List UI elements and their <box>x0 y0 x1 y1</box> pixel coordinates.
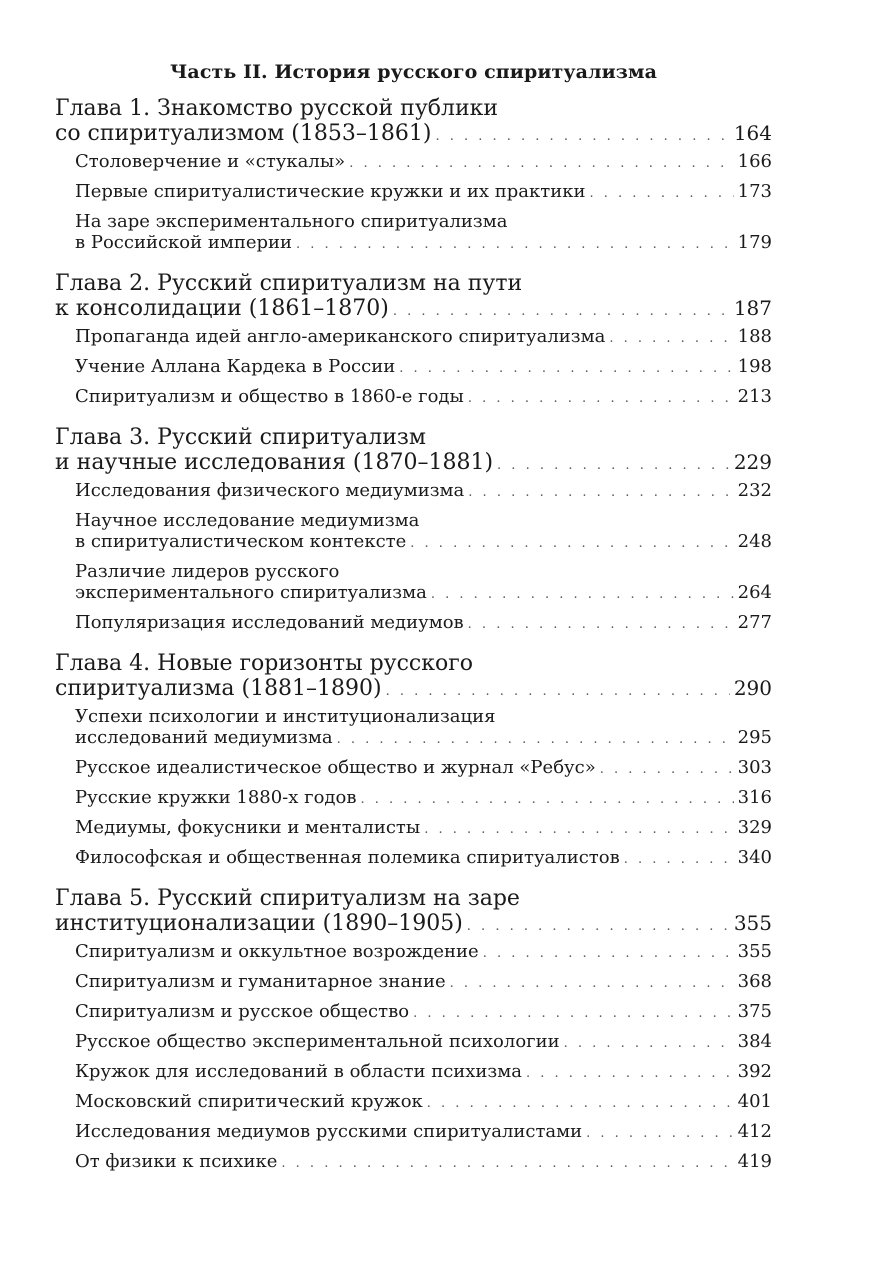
section-page-number: 401 <box>737 1091 772 1112</box>
section-title-row <box>75 971 772 994</box>
section-title-row <box>75 612 772 635</box>
chapter-list <box>55 96 772 1174</box>
chapter-title-line2: и научные исследования (1870–1881) <box>55 450 494 475</box>
section-entry[interactable] <box>55 1151 772 1174</box>
dot-leader <box>609 328 733 349</box>
section-title-line1: Успехи психологии и институционализация <box>75 706 496 727</box>
dot-leader <box>600 759 734 780</box>
chapter-title-row <box>55 296 772 324</box>
dot-leader <box>386 679 730 704</box>
section-entry[interactable] <box>55 1001 772 1024</box>
section-page-number: 412 <box>737 1121 772 1142</box>
chapter-title-line1: Глава 3. Русский спиритуализм <box>55 425 426 450</box>
section-entry[interactable] <box>55 971 772 994</box>
section-page-number: 248 <box>737 531 772 552</box>
dot-leader <box>586 1123 734 1144</box>
section-title-row <box>75 941 772 964</box>
section-title: экспериментального спиритуализма <box>75 582 427 603</box>
section-title-row <box>75 181 772 204</box>
chapter-heading[interactable] <box>55 425 772 478</box>
table-of-contents <box>55 60 772 1190</box>
section-title-row <box>75 151 772 174</box>
section-entry[interactable] <box>55 356 772 379</box>
dot-leader <box>468 614 734 635</box>
section-entry[interactable] <box>55 941 772 964</box>
section-title: Спиритуализм и оккультное возрождение <box>75 941 479 962</box>
chapter-heading[interactable] <box>55 651 772 704</box>
dot-leader <box>296 234 734 255</box>
section-title: Медиумы, фокусники и менталисты <box>75 817 421 838</box>
section-title: От физики к психике <box>75 1151 278 1172</box>
section-title-row <box>75 531 772 554</box>
section-entry[interactable] <box>55 1091 772 1114</box>
section-title-row <box>75 847 772 870</box>
chapter-entry <box>55 425 772 635</box>
dot-leader <box>526 1063 734 1084</box>
chapter-title-line1: Глава 4. Новые горизонты русского <box>55 651 474 676</box>
section-page-number: 316 <box>737 787 772 808</box>
section-page-number: 264 <box>737 582 772 603</box>
chapter-heading[interactable] <box>55 886 772 939</box>
section-entry[interactable] <box>55 1121 772 1144</box>
section-entry[interactable] <box>55 757 772 780</box>
section-title-row <box>75 727 772 750</box>
section-page-number: 329 <box>737 817 772 838</box>
section-title: Учение Аллана Кардека в России <box>75 356 396 377</box>
section-title: Первые спиритуалистические кружки и их практики <box>75 181 586 202</box>
section-page-number: 166 <box>737 151 772 172</box>
chapter-title-line2: со спиритуализмом (1853–1861) <box>55 121 432 146</box>
section-entry[interactable] <box>55 612 772 635</box>
chapter-entry <box>55 96 772 255</box>
chapter-title-line2: институционализации (1890–1905) <box>55 911 463 936</box>
section-title: Философская и общественная полемика спиритуалистов <box>75 847 620 868</box>
dot-leader <box>435 124 729 149</box>
chapter-title-row <box>55 676 772 704</box>
section-entry[interactable] <box>55 787 772 810</box>
chapter-title-line1: Глава 2. Русский спиритуализм на пути <box>55 271 523 296</box>
section-title: Популяризация исследований медиумов <box>75 612 464 633</box>
section-title: в спиритуалистическом контексте <box>75 531 407 552</box>
section-title-row <box>75 1121 772 1144</box>
section-page-number: 384 <box>737 1031 772 1052</box>
section-title-line1: Научное исследование медиумизма <box>75 510 420 531</box>
section-list <box>55 706 772 870</box>
section-title-row <box>75 1061 772 1084</box>
section-title-row <box>75 232 772 255</box>
section-title-row <box>75 480 772 503</box>
dot-leader <box>450 973 734 994</box>
dot-leader <box>468 388 734 409</box>
section-title-row <box>75 326 772 349</box>
dot-leader <box>360 789 733 810</box>
section-title: в Российской империи <box>75 232 293 253</box>
section-title-line1: На заре экспериментального спиритуализма <box>75 211 508 232</box>
section-title: Русское общество экспериментальной психологии <box>75 1031 560 1052</box>
chapter-heading[interactable] <box>55 96 772 149</box>
chapter-page-number: 355 <box>733 911 772 935</box>
chapter-title-line1: Глава 5. Русский спиритуализм на заре <box>55 886 520 911</box>
section-title: Русские кружки 1880-х годов <box>75 787 357 808</box>
section-page-number: 179 <box>737 232 772 253</box>
section-entry[interactable] <box>55 211 772 255</box>
dot-leader <box>427 1093 734 1114</box>
section-title-row <box>75 1091 772 1114</box>
section-page-number: 213 <box>737 386 772 407</box>
section-entry[interactable] <box>55 480 772 503</box>
section-list <box>55 941 772 1174</box>
section-page-number: 303 <box>737 757 772 778</box>
section-title-row <box>75 757 772 780</box>
dot-leader <box>424 819 733 840</box>
dot-leader <box>281 1153 733 1174</box>
section-title: Пропаганда идей англо-американского спиритуализма <box>75 326 606 347</box>
chapter-page-number: 290 <box>733 676 772 700</box>
chapter-title-row <box>55 121 772 149</box>
section-list <box>55 151 772 255</box>
section-page-number: 188 <box>737 326 772 347</box>
dot-leader <box>349 153 733 174</box>
section-entry[interactable] <box>55 386 772 409</box>
section-entry[interactable] <box>55 1061 772 1084</box>
chapter-title-row <box>55 911 772 939</box>
chapter-title-line2: к консолидации (1861–1870) <box>55 296 389 321</box>
dot-leader <box>590 183 734 204</box>
section-title: Спиритуализм и гуманитарное знание <box>75 971 446 992</box>
dot-leader <box>410 533 733 554</box>
chapter-heading[interactable] <box>55 271 772 324</box>
section-entry[interactable] <box>55 151 772 174</box>
section-title-row <box>75 817 772 840</box>
section-entry[interactable] <box>55 706 772 750</box>
chapter-page-number: 164 <box>733 121 772 145</box>
section-entry[interactable] <box>55 847 772 870</box>
section-page-number: 232 <box>737 480 772 501</box>
section-page-number: 368 <box>737 971 772 992</box>
section-title-row <box>75 1031 772 1054</box>
section-title-row <box>75 787 772 810</box>
section-entry[interactable] <box>55 817 772 840</box>
section-title: исследований медиумизма <box>75 727 333 748</box>
section-title-row <box>75 1151 772 1174</box>
section-entry[interactable] <box>55 326 772 349</box>
chapter-entry <box>55 886 772 1174</box>
section-entry[interactable] <box>55 1031 772 1054</box>
dot-leader <box>497 453 730 478</box>
section-title-row <box>75 1001 772 1024</box>
dot-leader <box>564 1033 734 1054</box>
chapter-title-line1: Глава 1. Знакомство русской публики <box>55 96 499 121</box>
section-page-number: 277 <box>737 612 772 633</box>
section-title-line1: Различие лидеров русского <box>75 561 340 582</box>
section-title: Русское идеалистическое общество и журнал «Ребус» <box>75 757 596 778</box>
section-entry[interactable] <box>55 561 772 605</box>
chapter-page-number: 229 <box>733 450 772 474</box>
section-page-number: 392 <box>737 1061 772 1082</box>
chapter-title-row <box>55 450 772 478</box>
dot-leader <box>624 849 734 870</box>
chapter-entry <box>55 271 772 409</box>
chapter-entry <box>55 651 772 870</box>
chapter-page-number: 187 <box>733 296 772 320</box>
dot-leader <box>337 729 734 750</box>
dot-leader <box>399 358 733 379</box>
dot-leader <box>468 482 733 503</box>
section-title: Спиритуализм и общество в 1860-е годы <box>75 386 464 407</box>
section-title-row <box>75 386 772 409</box>
dot-leader <box>393 299 730 324</box>
part-title: Часть II. История русского спиритуализма <box>169 61 658 83</box>
dot-leader <box>467 914 730 939</box>
section-page-number: 295 <box>737 727 772 748</box>
section-page-number: 173 <box>737 181 772 202</box>
section-page-number: 340 <box>737 847 772 868</box>
section-entry[interactable] <box>55 181 772 204</box>
section-page-number: 375 <box>737 1001 772 1022</box>
section-entry[interactable] <box>55 510 772 554</box>
section-page-number: 419 <box>737 1151 772 1172</box>
chapter-title-line2: спиритуализма (1881–1890) <box>55 676 382 701</box>
section-title: Спиритуализм и русское общество <box>75 1001 410 1022</box>
section-title: Кружок для исследований в области психизма <box>75 1061 522 1082</box>
section-title-row <box>75 356 772 379</box>
section-page-number: 355 <box>737 941 772 962</box>
section-page-number: 198 <box>737 356 772 377</box>
dot-leader <box>413 1003 734 1024</box>
section-title: Исследования медиумов русскими спиритуалистами <box>75 1121 583 1142</box>
section-list <box>55 326 772 409</box>
dot-leader <box>483 943 734 964</box>
section-title: Исследования физического медиумизма <box>75 480 465 501</box>
section-title: Московский спиритический кружок <box>75 1091 423 1112</box>
section-list <box>55 480 772 635</box>
section-title-row <box>75 582 772 605</box>
section-title: Столоверчение и «стукалы» <box>75 151 346 172</box>
dot-leader <box>431 584 734 605</box>
